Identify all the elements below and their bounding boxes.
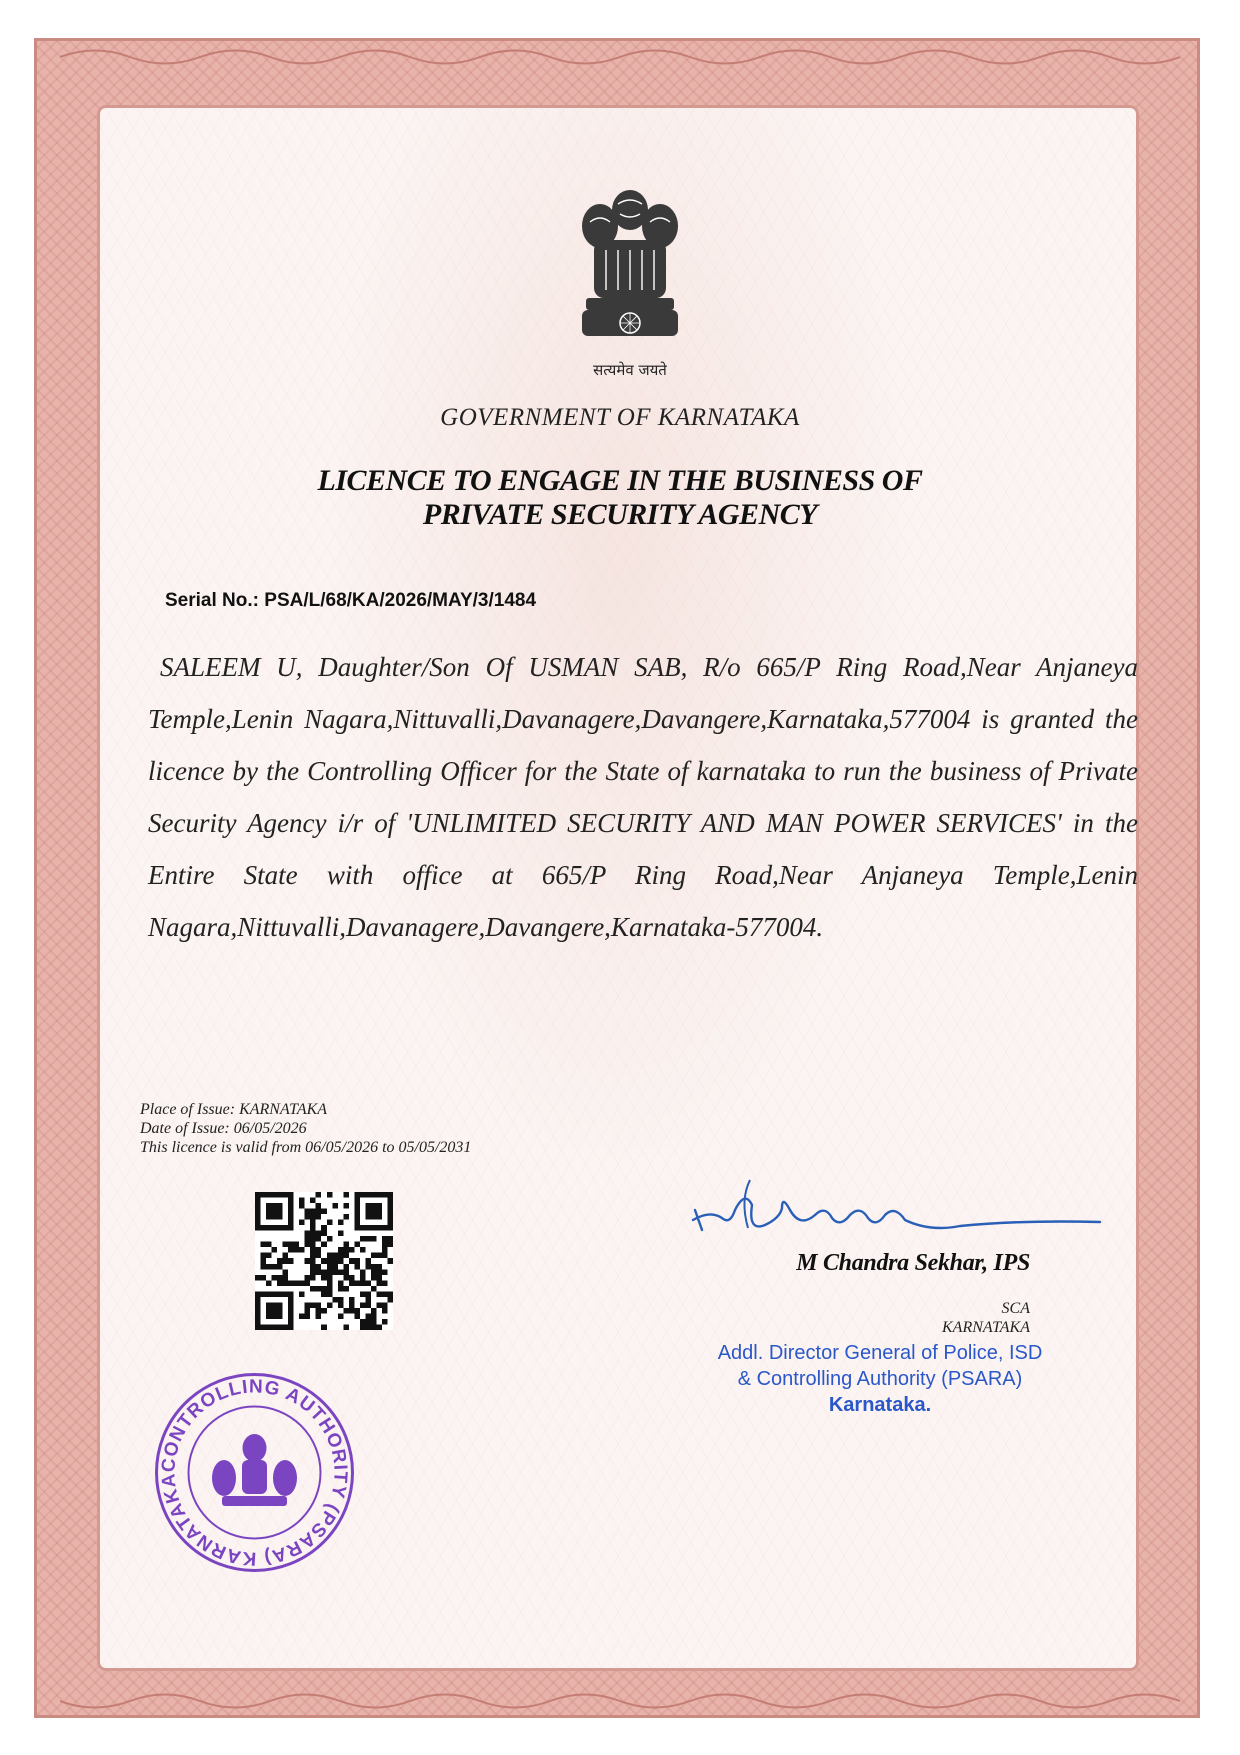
date-of-issue-label: Date of Issue: — [140, 1120, 230, 1137]
border-wave-top — [60, 44, 1180, 70]
qr-code-icon — [255, 1192, 393, 1330]
valid-from: 06/05/2026 — [305, 1139, 379, 1156]
controlling-authority-seal — [152, 1370, 357, 1575]
serial-number — [165, 590, 536, 612]
licence-body-text: SALEEM U, Daughter/Son Of USMAN SAB, R/o 665/P Ring Road,Near Anjaneya Temple,Lenin Nagara,Nittuvalli,Davanagere,Davangere,Karnataka,577004 is granted the licence by the Controlling Officer for the State of karnataka to run the business of Private Security Agency i/r of 'UNLIMITED SECURITY AND MAN POWER SERVICES' in the Entire State with office at 665/P Ring Road,Near Anjaneya Temple,Lenin Nagara,Nittuvalli,Davanagere,Davangere,Karnataka-577004. — [148, 652, 1138, 942]
signatory-state: KARNATAKA — [942, 1319, 1030, 1336]
stamp-line2: & Controlling Authority (PSARA) — [737, 1368, 1023, 1390]
serial-label: Serial No.: — [165, 590, 259, 611]
stamp-line3: Karnataka. — [828, 1394, 932, 1416]
signatory-name: M Chandra Sekhar, IPS — [796, 1250, 1030, 1276]
stamp-line1: Addl. Director General of Police, ISD — [717, 1342, 1043, 1364]
official-stamp-text — [680, 1340, 1080, 1418]
licence-title — [0, 464, 1240, 532]
place-of-issue-label: Place of Issue: — [140, 1101, 236, 1118]
border-wave-bottom — [60, 1688, 1180, 1714]
licence-title-line1: LICENCE TO ENGAGE IN THE BUSINESS OF — [317, 464, 923, 497]
validity-label: This licence is valid from — [140, 1139, 302, 1156]
date-of-issue — [140, 1119, 471, 1138]
seal-ring-text: CONTROLLING AUTHORITY (PSARA) KARNATAKA — [158, 1376, 351, 1569]
government-heading: GOVERNMENT OF KARNATAKA — [440, 404, 800, 431]
date-of-issue-value: 06/05/2026 — [233, 1120, 307, 1137]
signature-icon — [690, 1170, 1110, 1260]
validity-period — [140, 1138, 471, 1157]
place-of-issue-value: KARNATAKA — [239, 1101, 328, 1118]
emblem-motto: सत्यमेव जयते — [593, 361, 667, 379]
issue-details — [140, 1100, 471, 1157]
valid-to-word: to — [382, 1139, 395, 1156]
seal-crest-icon — [212, 1434, 297, 1506]
national-emblem-icon — [570, 180, 690, 380]
licence-title-line2: PRIVATE SECURITY AGENCY — [422, 498, 818, 531]
signatory-designation: SCA — [1001, 1300, 1030, 1317]
place-of-issue — [140, 1100, 471, 1119]
valid-to: 05/05/2031 — [398, 1139, 472, 1156]
serial-value: PSA/L/68/KA/2026/MAY/3/1484 — [264, 590, 537, 611]
